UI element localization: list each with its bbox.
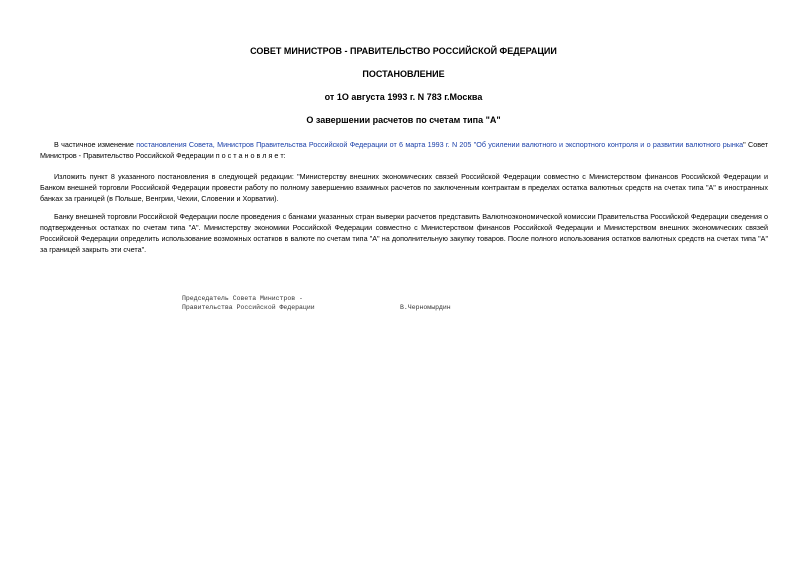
referenced-decree-link[interactable]: постановления Совета, Министров Правительства Российской Федерации от 6 марта 1993 г. N 205 "Об усилении валютного и экспортного контроля и о развитии валютного рынка <box>136 140 744 149</box>
issuer-heading: СОВЕТ МИНИСТРОВ - ПРАВИТЕЛЬСТВО РОССИЙСКОЙ ФЕДЕРАЦИИ <box>250 46 557 56</box>
date-line: от 1О августа 1993 г. N 783 г.Москва <box>324 92 483 102</box>
signature-title-line-2: Правительства Российской Федерации <box>182 304 315 311</box>
document-title: О завершении расчетов по счетам типа "А" <box>306 115 501 125</box>
paragraph-2: Изложить пункт 8 указанного постановления в следующей редакции: "Министерству внешних экономических связей Российской Федерации совместно с Министерством финансов Российской Федерации и Банком внешней торговли Российской Федерации провести работу по полному завершению взаимных расчетов по заключенным контрактам в пределах остатка валютных средств на счетах типа "А" в иностранных банках за границей (в Польше, Венгрии, Чехии, Словении и Хорватии). <box>40 172 768 203</box>
signatory-name: В.Черномырдин <box>400 304 451 311</box>
paragraph-3: Банку внешней торговли Российской Федерации после проведения с банками указанных стран выверки расчетов представить Валютноэкономической комиссии Правительства Российской Федерации сведения о подтвержденных остатках по счетам типа "А". Министерству экономики Российской Федерации совместно с Министерством финансов Российской Федерации и Министерством внешних экономических связей Российской Федерации определить использование возможных остатков в валюте по счетам типа "А" на дополнительную закупку товаров. После полного использования остатков валютных средств на счетах типа "А" за границей закрыть эти счета". <box>40 212 768 254</box>
signature-title-line-1: Председатель Совета Министров - <box>182 295 303 302</box>
paragraph-1-after: " Совет Министров - Правительство Российской Федерации п о с т а н о в л я е т: <box>40 140 768 160</box>
doc-type-heading: ПОСТАНОВЛЕНИЕ <box>362 69 445 79</box>
paragraph-1 <box>40 139 768 161</box>
paragraph-1-before: В частичное изменение <box>54 140 137 149</box>
